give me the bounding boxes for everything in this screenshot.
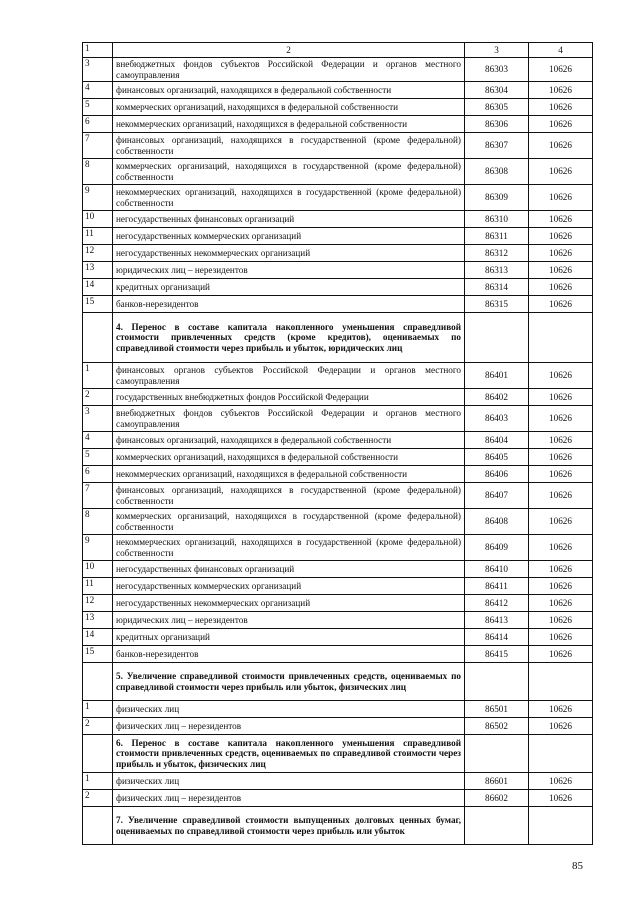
code-cell: 86402	[465, 389, 529, 406]
code-cell: 86303	[465, 58, 529, 82]
ref-cell: 10626	[529, 578, 593, 595]
ref-cell: 10626	[529, 773, 593, 790]
row-number: 12	[83, 595, 113, 612]
code-cell: 86501	[465, 701, 529, 718]
section-heading-row	[83, 735, 593, 773]
code-cell: 86406	[465, 466, 529, 483]
ref-cell: 10626	[529, 363, 593, 389]
row-number: 7	[83, 133, 113, 159]
table-row	[83, 185, 593, 211]
header-col-2: 2	[113, 43, 465, 58]
ref-cell: 10626	[529, 718, 593, 735]
ref-cell	[529, 807, 593, 845]
code-cell: 86310	[465, 211, 529, 228]
table-row	[83, 296, 593, 313]
ref-cell: 10626	[529, 612, 593, 629]
table-row	[83, 449, 593, 466]
ref-cell: 10626	[529, 483, 593, 509]
code-cell: 86405	[465, 449, 529, 466]
code-cell: 86415	[465, 646, 529, 663]
table-row	[83, 629, 593, 646]
row-description: коммерческих организаций, находящихся в государственной (кроме федеральной) собственности	[113, 159, 465, 185]
row-number: 2	[83, 718, 113, 735]
document-table	[82, 42, 593, 845]
ref-cell: 10626	[529, 561, 593, 578]
row-description: финансовых организаций, находящихся в государственной (кроме федеральной) собственности	[113, 133, 465, 159]
code-cell: 86312	[465, 245, 529, 262]
row-description: негосударственных некоммерческих организаций	[113, 245, 465, 262]
row-description: банков-нерезидентов	[113, 646, 465, 663]
ref-cell: 10626	[529, 389, 593, 406]
code-cell: 86306	[465, 116, 529, 133]
code-cell: 86414	[465, 629, 529, 646]
ref-cell: 10626	[529, 58, 593, 82]
row-number: 15	[83, 296, 113, 313]
table-row	[83, 133, 593, 159]
row-description: банков-нерезидентов	[113, 296, 465, 313]
ref-cell: 10626	[529, 646, 593, 663]
table-row	[83, 561, 593, 578]
row-description: физических лиц	[113, 701, 465, 718]
table-row	[83, 82, 593, 99]
row-number: 8	[83, 509, 113, 535]
table-row	[83, 279, 593, 296]
row-description: коммерческих организаций, находящихся в федеральной собственности	[113, 99, 465, 116]
table-row	[83, 228, 593, 245]
row-description: финансовых организаций, находящихся в государственной (кроме федеральной) собственности	[113, 483, 465, 509]
code-cell: 86502	[465, 718, 529, 735]
ref-cell: 10626	[529, 211, 593, 228]
row-number: 7	[83, 483, 113, 509]
section-heading-row	[83, 663, 593, 701]
row-number: 10	[83, 211, 113, 228]
ref-cell: 10626	[529, 133, 593, 159]
row-number: 2	[83, 790, 113, 807]
ref-cell: 10626	[529, 262, 593, 279]
row-description: физических лиц – нерезидентов	[113, 790, 465, 807]
code-cell: 86309	[465, 185, 529, 211]
row-description: некоммерческих организаций, находящихся в государственной (кроме федеральной) собственности	[113, 535, 465, 561]
table-row	[83, 790, 593, 807]
row-number: 14	[83, 279, 113, 296]
row-number: 5	[83, 449, 113, 466]
row-number: 14	[83, 629, 113, 646]
row-number: 6	[83, 116, 113, 133]
row-number: 13	[83, 262, 113, 279]
ref-cell	[529, 313, 593, 363]
row-description: кредитных организаций	[113, 629, 465, 646]
table-row	[83, 646, 593, 663]
table-row	[83, 701, 593, 718]
ref-cell: 10626	[529, 595, 593, 612]
ref-cell: 10626	[529, 159, 593, 185]
ref-cell: 10626	[529, 701, 593, 718]
table-row	[83, 159, 593, 185]
row-description: государственных внебюджетных фондов Российской Федерации	[113, 389, 465, 406]
row-number: 11	[83, 578, 113, 595]
row-number: 3	[83, 406, 113, 432]
row-description: коммерческих организаций, находящихся в федеральной собственности	[113, 449, 465, 466]
code-cell: 86315	[465, 296, 529, 313]
row-description: финансовых органов субъектов Российской Федерации и органов местного самоуправления	[113, 363, 465, 389]
table-row	[83, 58, 593, 82]
row-number: 9	[83, 535, 113, 561]
code-cell: 86403	[465, 406, 529, 432]
ref-cell: 10626	[529, 432, 593, 449]
row-number: 4	[83, 432, 113, 449]
ref-cell: 10626	[529, 245, 593, 262]
table-row	[83, 116, 593, 133]
ref-cell: 10626	[529, 82, 593, 99]
code-cell: 86408	[465, 509, 529, 535]
row-description: юридических лиц – нерезидентов	[113, 262, 465, 279]
ref-cell	[529, 663, 593, 701]
code-cell: 86404	[465, 432, 529, 449]
ref-cell: 10626	[529, 535, 593, 561]
table-row	[83, 432, 593, 449]
row-number	[83, 313, 113, 363]
table-header-row	[83, 43, 593, 58]
code-cell: 86407	[465, 483, 529, 509]
table-row	[83, 245, 593, 262]
code-cell: 86409	[465, 535, 529, 561]
ref-cell: 10626	[529, 116, 593, 133]
ref-cell: 10626	[529, 449, 593, 466]
code-cell: 86401	[465, 363, 529, 389]
table-row	[83, 389, 593, 406]
row-number: 9	[83, 185, 113, 211]
row-number	[83, 663, 113, 701]
row-number: 10	[83, 561, 113, 578]
row-description: физических лиц	[113, 773, 465, 790]
row-number: 1	[83, 773, 113, 790]
code-cell: 86601	[465, 773, 529, 790]
row-number: 1	[83, 701, 113, 718]
row-number: 1	[83, 363, 113, 389]
table-row	[83, 363, 593, 389]
header-col-3: 3	[465, 43, 529, 58]
ref-cell: 10626	[529, 629, 593, 646]
ref-cell: 10626	[529, 790, 593, 807]
table-row	[83, 211, 593, 228]
ref-cell: 10626	[529, 406, 593, 432]
row-description: юридических лиц – нерезидентов	[113, 612, 465, 629]
section-heading: 6. Перенос в составе капитала накопленного уменьшения справедливой стоимости привлеченных средств, оцениваемых по справедливой стоимости через прибыль и убыток, физических лиц	[113, 735, 465, 773]
row-number: 11	[83, 228, 113, 245]
row-number: 5	[83, 99, 113, 116]
row-description: внебюджетных фондов субъектов Российской Федерации и органов местного самоуправления	[113, 406, 465, 432]
code-cell: 86313	[465, 262, 529, 279]
section-heading: 4. Перенос в составе капитала накопленного уменьшения справедливой стоимости привлеченных средств (кроме кредитов), оцениваемых по справедливой стоимости через прибыль и убыток, юридических лиц	[113, 313, 465, 363]
ref-cell: 10626	[529, 185, 593, 211]
section-heading: 7. Увеличение справедливой стоимости выпущенных долговых ценных бумаг, оцениваемых по справедливой стоимости через прибыль или убыток	[113, 807, 465, 845]
table-row	[83, 483, 593, 509]
code-cell: 86413	[465, 612, 529, 629]
header-col-1: 1	[83, 43, 113, 58]
table-row	[83, 612, 593, 629]
row-number: 13	[83, 612, 113, 629]
ref-cell	[529, 735, 593, 773]
table-row	[83, 578, 593, 595]
code-cell	[465, 663, 529, 701]
row-description: внебюджетных фондов субъектов Российской Федерации и органов местного самоуправления	[113, 58, 465, 82]
code-cell	[465, 313, 529, 363]
table-row	[83, 99, 593, 116]
table-row	[83, 406, 593, 432]
row-number: 3	[83, 58, 113, 82]
row-number: 4	[83, 82, 113, 99]
table-row	[83, 466, 593, 483]
ref-cell: 10626	[529, 466, 593, 483]
row-description: финансовых организаций, находящихся в федеральной собственности	[113, 82, 465, 99]
table-row	[83, 595, 593, 612]
row-description: негосударственных финансовых организаций	[113, 211, 465, 228]
code-cell: 86311	[465, 228, 529, 245]
row-number: 15	[83, 646, 113, 663]
section-heading-row	[83, 807, 593, 845]
code-cell: 86304	[465, 82, 529, 99]
row-number	[83, 807, 113, 845]
ref-cell: 10626	[529, 279, 593, 296]
row-number	[83, 735, 113, 773]
row-description: коммерческих организаций, находящихся в государственной (кроме федеральной) собственности	[113, 509, 465, 535]
row-description: негосударственных финансовых организаций	[113, 561, 465, 578]
table-row	[83, 535, 593, 561]
section-heading-row	[83, 313, 593, 363]
page-number: 85	[572, 860, 583, 872]
code-cell: 86411	[465, 578, 529, 595]
code-cell: 86314	[465, 279, 529, 296]
row-number: 8	[83, 159, 113, 185]
section-heading: 5. Увеличение справедливой стоимости привлеченных средств, оцениваемых по справедливой стоимости через прибыль или убыток, физических лиц	[113, 663, 465, 701]
code-cell: 86307	[465, 133, 529, 159]
header-col-4: 4	[529, 43, 593, 58]
table-row	[83, 773, 593, 790]
code-cell	[465, 807, 529, 845]
row-description: некоммерческих организаций, находящихся в государственной (кроме федеральной) собственности	[113, 185, 465, 211]
table-row	[83, 262, 593, 279]
row-description: кредитных организаций	[113, 279, 465, 296]
row-number: 6	[83, 466, 113, 483]
row-description: негосударственных коммерческих организаций	[113, 228, 465, 245]
row-description: финансовых организаций, находящихся в федеральной собственности	[113, 432, 465, 449]
row-description: физических лиц – нерезидентов	[113, 718, 465, 735]
code-cell: 86305	[465, 99, 529, 116]
code-cell: 86602	[465, 790, 529, 807]
row-description: негосударственных некоммерческих организаций	[113, 595, 465, 612]
ref-cell: 10626	[529, 228, 593, 245]
row-number: 12	[83, 245, 113, 262]
row-description: некоммерческих организаций, находящихся в федеральной собственности	[113, 116, 465, 133]
ref-cell: 10626	[529, 296, 593, 313]
code-cell	[465, 735, 529, 773]
table-row	[83, 509, 593, 535]
ref-cell: 10626	[529, 99, 593, 116]
code-cell: 86412	[465, 595, 529, 612]
row-number: 2	[83, 389, 113, 406]
code-cell: 86308	[465, 159, 529, 185]
table-row	[83, 718, 593, 735]
ref-cell: 10626	[529, 509, 593, 535]
row-description: негосударственных коммерческих организаций	[113, 578, 465, 595]
row-description: некоммерческих организаций, находящихся в федеральной собственности	[113, 466, 465, 483]
code-cell: 86410	[465, 561, 529, 578]
